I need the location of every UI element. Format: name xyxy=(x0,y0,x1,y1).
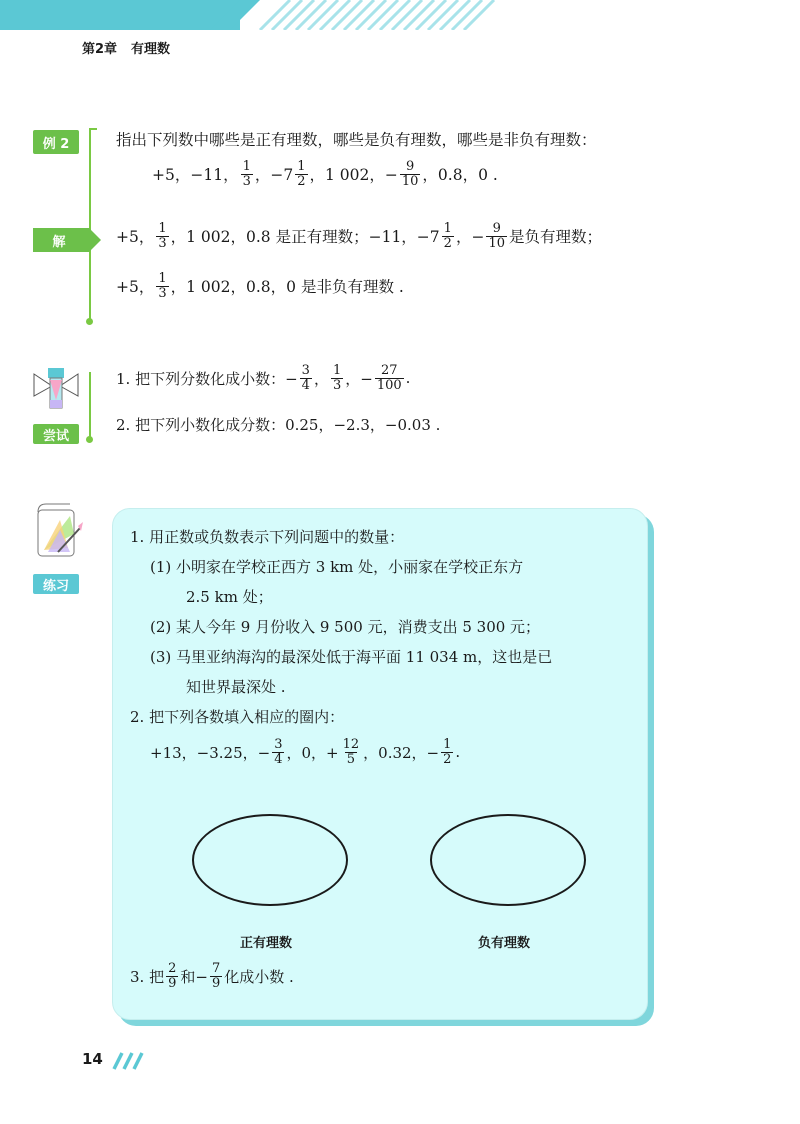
fraction: $\frac{1}{3}$ xyxy=(242,159,251,189)
positive-rational-circle xyxy=(192,814,348,906)
fraction: $\frac{1}{3}$ xyxy=(332,363,342,393)
negative-rational-circle xyxy=(430,814,586,906)
fraction: $\frac{1}{2}$ xyxy=(443,737,452,767)
try-bar-dot xyxy=(86,436,93,443)
fraction: $\frac{3}{4}$ xyxy=(274,737,283,767)
solution-line-1: +5， $\frac{1}{3}$ ，1 002，0.8 是正有理数；−11，−7 $\frac{1}{2}$ ，− $\frac{9}{10}$ 是负有理数； xyxy=(116,221,602,251)
exercise-q1-2: (2) 某人今年 9 月份收入 9 500 元，消费支出 5 300 元； xyxy=(150,618,541,636)
try-bar xyxy=(89,372,91,438)
text-run: +5， xyxy=(152,166,191,185)
page-number: 14 xyxy=(82,1050,103,1068)
example-bar-tick xyxy=(89,128,97,130)
chapter-number: 第2章 xyxy=(82,42,118,57)
example-question: 指出下列数中哪些是正有理数，哪些是负有理数，哪些是非负有理数： xyxy=(116,131,597,149)
fraction: $\frac{9}{10}$ xyxy=(488,221,505,251)
fraction: $\frac{1}{2}$ xyxy=(297,159,306,189)
exercise-q2-numbers: +13，−3.25，− $\frac{3}{4}$ ，0，+ $\frac{12}{5}$ ，0.32，− $\frac{1}{2}$ . xyxy=(150,737,461,767)
fraction: $\frac{7}{9}$ xyxy=(211,961,221,991)
exercise-q1-1a: (1) 小明家在学校正西方 3 km 处，小丽家在学校正东方 xyxy=(150,558,524,576)
exercise-q1-3a: (3) 马里亚纳海沟的最深处低于海平面 11 034 m，这也是已 xyxy=(150,648,553,666)
fraction: $\frac{12}{5}$ xyxy=(342,737,360,767)
solution-line-2: +5， $\frac{1}{3}$ ，1 002，0.8，0 是非负有理数 . xyxy=(116,271,404,301)
chapter-heading xyxy=(82,38,184,57)
fraction: $\frac{1}{2}$ xyxy=(443,221,452,251)
exercise-q1: 1. 用正数或负数表示下列问题中的数量： xyxy=(130,528,405,546)
example-bar xyxy=(89,128,91,321)
chapter-title: 有理数 xyxy=(131,42,171,57)
exercise-q2: 2. 把下列各数填入相应的圈内： xyxy=(130,708,345,726)
fraction: $\frac{9}{10}$ xyxy=(401,159,419,189)
fraction: $\frac{27}{100}$ xyxy=(376,363,402,393)
fraction: $\frac{1}{3}$ xyxy=(158,221,167,251)
example-tag: 例 2 xyxy=(33,130,79,154)
fraction: $\frac{1}{3}$ xyxy=(158,271,167,301)
text-run: ，0.8，0 . xyxy=(422,166,498,185)
exercise-tag: 练习 xyxy=(33,574,79,594)
example-number-list: +5， −11， $\frac{1}{3}$ ，−7 $\frac{1}{2}$ ，1 002，− $\frac{9}{10}$ ，0.8，0 . xyxy=(152,159,498,189)
solution-tag: 解 xyxy=(52,234,66,250)
text-run: ，1 002，− xyxy=(309,166,398,185)
try-tag: 尝试 xyxy=(33,424,79,444)
exercise-q1-1b: 2.5 km 处； xyxy=(186,588,273,606)
positive-rational-label: 正有理数 xyxy=(240,936,293,951)
exercise-q1-3b: 知世界最深处 . xyxy=(186,678,286,696)
page-number-stripes xyxy=(112,1052,146,1070)
text-run: ，−7 xyxy=(254,166,294,185)
exercise-q3: 3. 把 $\frac{2}{9}$ 和− $\frac{7}{9}$ 化成小数 . xyxy=(130,961,294,991)
example-bar-dot xyxy=(86,318,93,325)
exercise-icon xyxy=(30,500,84,568)
fraction: $\frac{3}{4}$ xyxy=(301,363,310,393)
try-item-1: 1. 把下列分数化成小数：− $\frac{3}{4}$ ， $\frac{1}{3}$ ，− $\frac{27}{100}$ . xyxy=(116,363,411,393)
negative-rational-label: 负有理数 xyxy=(478,936,531,951)
try-icon xyxy=(30,366,82,420)
try-item-2: 2. 把下列小数化成分数：0.25，−2.3，−0.03 . xyxy=(116,416,441,434)
header-stripe-band xyxy=(0,0,520,30)
fraction: $\frac{2}{9}$ xyxy=(168,961,177,991)
